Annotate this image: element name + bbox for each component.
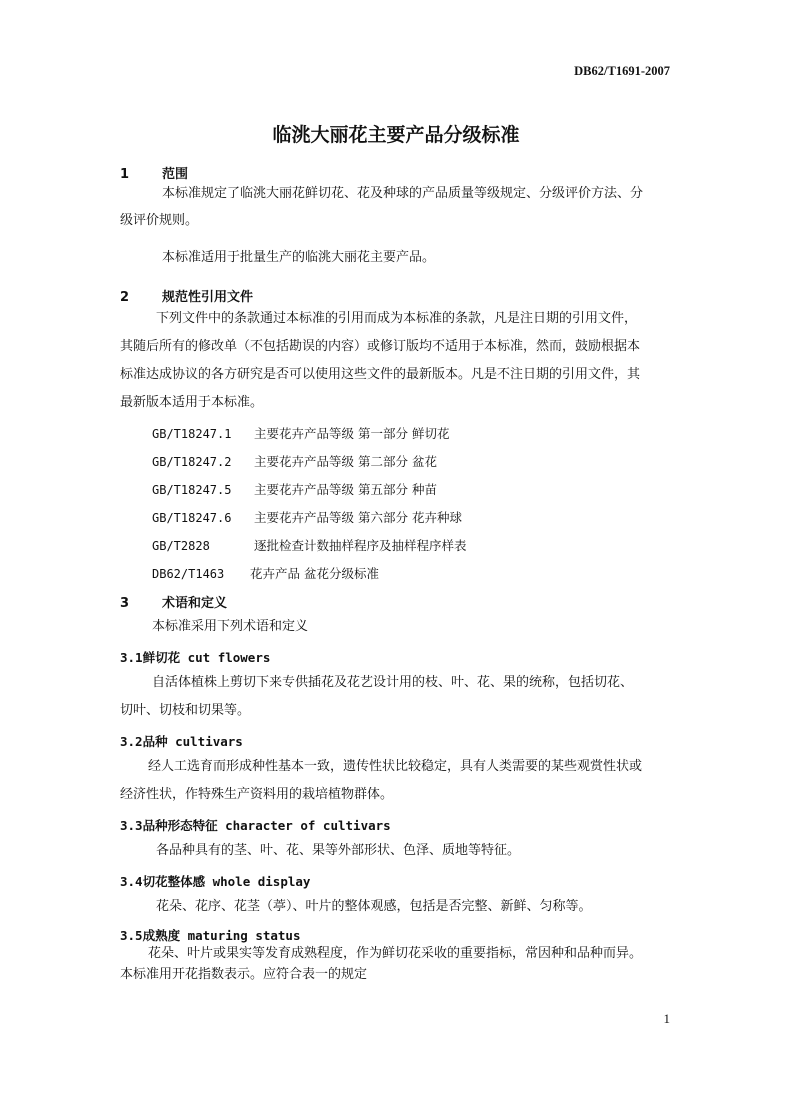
reference-item <box>152 536 467 554</box>
paragraph: 下列文件中的条款通过本标准的引用而成为本标准的条款，凡是注日期的引用文件， <box>156 311 638 326</box>
term-definition: 经人工选育而形成种性基本一致，遗传性状比较稳定，具有人类需要的某些观赏性状或 <box>148 759 643 774</box>
section-3-heading <box>120 592 227 611</box>
paragraph: 最新版本适用于本标准。 <box>120 395 264 410</box>
section-title: 术语和定义 <box>162 596 228 611</box>
reference-code: GB/T2828 <box>152 539 210 553</box>
page-number: 1 <box>663 1011 670 1026</box>
reference-title: 主要花卉产品等级 第六部分 花卉种球 <box>254 510 462 525</box>
term-definition: 经济性状，作特殊生产资料用的栽培植物群体。 <box>120 787 394 802</box>
reference-item <box>152 564 379 582</box>
reference-title: 花卉产品 盆花分级标准 <box>250 566 379 581</box>
term-heading: 3.5成熟度 maturing status <box>120 928 301 943</box>
reference-item <box>152 480 437 498</box>
section-number: 1 <box>120 167 130 182</box>
section-title: 规范性引用文件 <box>162 290 254 305</box>
term-definition: 花朵、花序、花茎（葶）、叶片的整体观感，包括是否完整、新鲜、匀称等。 <box>156 899 592 914</box>
section-1-heading <box>120 163 188 182</box>
reference-item <box>152 508 462 526</box>
term-definition: 切叶、切枝和切果等。 <box>120 703 251 718</box>
reference-code: GB/T18247.5 <box>152 483 232 497</box>
reference-title: 逐批检查计数抽样程序及抽样程序样表 <box>254 538 467 553</box>
term-definition: 花朵、叶片或果实等发育成熟程度，作为鲜切花采收的重要指标，常因种和品种而异。 <box>148 946 643 961</box>
paragraph: 其随后所有的修改单（不包括勘误的内容）或修订版均不适用于本标准，然而，鼓励根据本 <box>120 339 641 354</box>
reference-code: GB/T18247.2 <box>152 455 232 469</box>
section-2-heading <box>120 286 253 305</box>
paragraph: 本标准采用下列术语和定义 <box>152 619 309 634</box>
term-definition: 各品种具有的茎、叶、花、果等外部形状、色泽、质地等特征。 <box>156 843 521 858</box>
reference-title: 主要花卉产品等级 第五部分 种苗 <box>254 482 437 497</box>
reference-item <box>152 424 449 442</box>
term-heading: 3.4切花整体感 whole display <box>120 874 311 889</box>
section-number: 3 <box>120 596 130 611</box>
reference-item <box>152 452 437 470</box>
term-definition: 自活体植株上剪切下来专供插花及花艺设计用的枝、叶、花、果的统称，包括切花、 <box>152 675 634 690</box>
paragraph: 标准达成协议的各方研究是否可以使用这些文件的最新版本。凡是不注日期的引用文件，其 <box>120 367 641 382</box>
document-title: 临洮大丽花主要产品分级标准 <box>272 124 520 146</box>
reference-code: GB/T18247.1 <box>152 427 232 441</box>
reference-title: 主要花卉产品等级 第一部分 鲜切花 <box>254 426 450 441</box>
term-definition: 本标准用开花指数表示。应符合表一的规定 <box>120 967 368 982</box>
section-number: 2 <box>120 290 130 305</box>
document-number: DB62/T1691-2007 <box>574 64 670 78</box>
section-title: 范围 <box>162 167 189 182</box>
term-heading: 3.3品种形态特征 character of cultivars <box>120 818 391 833</box>
reference-title: 主要花卉产品等级 第二部分 盆花 <box>254 454 437 469</box>
term-heading: 3.2品种 cultivars <box>120 734 243 749</box>
paragraph: 本标准规定了临洮大丽花鲜切花、花及种球的产品质量等级规定、分级评价方法、分 <box>162 186 644 201</box>
reference-code: GB/T18247.6 <box>152 511 232 525</box>
paragraph: 级评价规则。 <box>120 213 199 228</box>
reference-code: DB62/T1463 <box>152 567 225 581</box>
paragraph: 本标准适用于批量生产的临洮大丽花主要产品。 <box>162 250 436 265</box>
term-heading: 3.1鲜切花 cut flowers <box>120 650 271 665</box>
